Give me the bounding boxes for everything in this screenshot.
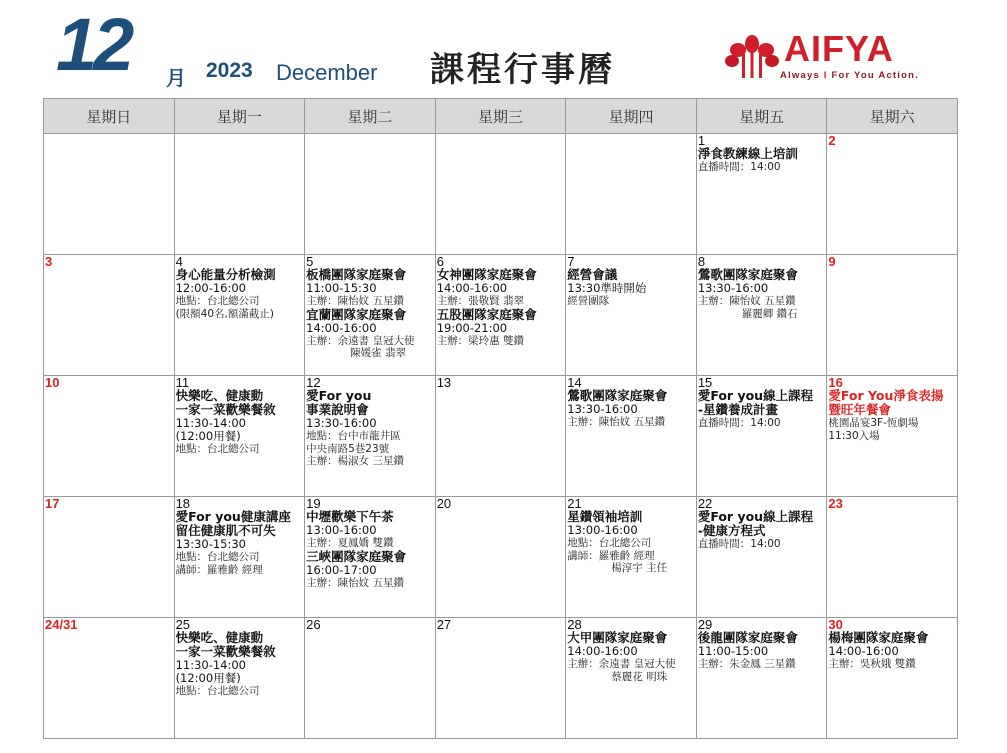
event-detail: 講師：羅雅齡 經理 xyxy=(175,563,263,576)
event-detail: 主辦：吳秋娥 雙鑽 xyxy=(828,658,916,670)
weekday-tue: 星期二 xyxy=(305,99,436,134)
day-number: 4 xyxy=(175,254,183,269)
day-cell-9 xyxy=(827,255,958,376)
event-detail: 主辦：梁玲惠 雙鑽 xyxy=(436,334,525,347)
event-detail: 直播時間：14:00 xyxy=(697,538,781,550)
event-time: 13:30-16:00 xyxy=(306,416,377,430)
day-cell-21 xyxy=(566,497,697,618)
event-time: 13:30-16:00 xyxy=(567,402,638,416)
day-cell-18 xyxy=(174,497,305,618)
event-title: 板橋團隊家庭聚會 xyxy=(306,267,407,282)
event-time: 14:00-16:00 xyxy=(436,281,508,295)
day-cell-17 xyxy=(44,497,175,618)
event-detail: 桃園晶宴3F-恆劇場 xyxy=(828,417,919,429)
day-number: 6 xyxy=(436,254,444,269)
day-number: 23 xyxy=(828,496,843,511)
day-cell-22 xyxy=(696,497,827,618)
day-cell-15 xyxy=(696,376,827,497)
day-cell-16 xyxy=(827,376,958,497)
weekday-wed: 星期三 xyxy=(435,99,566,134)
day-number: 21 xyxy=(567,496,582,511)
day-number: 10 xyxy=(45,375,60,390)
weekday-fri: 星期五 xyxy=(696,99,827,134)
week-row xyxy=(44,497,958,618)
event-detail: 地點：台北總公司 xyxy=(175,685,260,697)
event-title: -健康方程式 xyxy=(697,523,766,538)
weekday-sat: 星期六 xyxy=(827,99,958,134)
day-cell-25 xyxy=(174,618,305,739)
week-row xyxy=(44,134,958,255)
calendar-grid xyxy=(43,98,958,739)
event-title: 女神團隊家庭聚會 xyxy=(436,267,537,282)
event-detail: 講師：羅雅齡 經理 xyxy=(567,549,655,562)
event-title: 愛For You淨食表揚 xyxy=(828,388,944,403)
day-cell-23 xyxy=(827,497,958,618)
day-number: 29 xyxy=(697,617,713,632)
event-title: 淨食教練線上培訓 xyxy=(697,146,798,161)
day-number: 20 xyxy=(436,496,452,511)
event-title: 中壢歡樂下午茶 xyxy=(306,509,394,524)
day-cell-19 xyxy=(305,497,436,618)
event-time: 16:00-17:00 xyxy=(306,562,377,577)
day-number: 12 xyxy=(306,375,321,390)
aifya-logo xyxy=(722,30,962,84)
day-number: 17 xyxy=(45,496,60,511)
day-cell-7 xyxy=(566,255,697,376)
event-detail: 經營團隊 xyxy=(567,295,610,307)
day-cell-6 xyxy=(435,255,566,376)
event-title: 鶯歌團隊家庭聚會 xyxy=(697,267,798,282)
event-detail: 陳媛雀 翡翠 xyxy=(350,347,406,359)
event-title: 愛For you線上課程 xyxy=(697,509,814,524)
day-cell-2 xyxy=(827,134,958,255)
day-cell-29 xyxy=(696,618,827,739)
day-cell-empty xyxy=(174,134,305,255)
day-number: 2 xyxy=(828,133,836,148)
event-title: 經營會議 xyxy=(567,267,618,282)
week-row xyxy=(44,618,958,739)
day-number: 27 xyxy=(436,617,452,632)
event-time: 14:00-16:00 xyxy=(828,644,899,658)
event-title: 楊梅團隊家庭聚會 xyxy=(828,630,929,645)
weekday-sun: 星期日 xyxy=(44,99,175,134)
event-detail: 主辦：朱金鳳 三星鑽 xyxy=(697,658,796,670)
day-cell-20 xyxy=(435,497,566,618)
event-title: 快樂吃、健康動 xyxy=(175,630,264,645)
event-time: 19:00-21:00 xyxy=(436,320,508,335)
event-detail: 主辦：陳怡妏 五星鑽 xyxy=(306,576,404,589)
day-number: 11 xyxy=(175,375,190,390)
day-cell-3 xyxy=(44,255,175,376)
event-time: 13:00-16:00 xyxy=(306,523,377,537)
day-cell-28 xyxy=(566,618,697,739)
day-number: 14 xyxy=(567,375,582,390)
event-title: 快樂吃、健康動 xyxy=(175,388,264,403)
day-cell-12 xyxy=(305,376,436,497)
event-title: 大甲團隊家庭聚會 xyxy=(567,630,668,645)
day-number: 28 xyxy=(567,617,582,632)
weekday-header-row xyxy=(44,99,958,134)
day-cell-empty xyxy=(305,134,436,255)
event-detail: (限額40名,額滿截止) xyxy=(175,307,274,320)
event-detail: 主辦：張敬賢 翡翠 xyxy=(436,295,525,307)
event-title: 事業說明會 xyxy=(306,402,369,417)
day-cell-24-31 xyxy=(44,618,175,739)
event-detail: 主辦：陳怡妏 五星鑽 xyxy=(567,416,666,428)
day-number: 1 xyxy=(697,133,706,148)
day-cell-1 xyxy=(696,134,827,255)
day-number: 30 xyxy=(828,617,843,632)
event-title: 後龍團隊家庭聚會 xyxy=(697,630,798,645)
event-detail: 中央南路5巷23號 xyxy=(306,442,390,455)
day-number: 19 xyxy=(306,496,321,511)
day-number: 18 xyxy=(175,496,191,511)
event-title: 鶯歌團隊家庭聚會 xyxy=(567,388,668,403)
event-detail: 蔡麗花 明珠 xyxy=(611,670,668,683)
day-cell-empty xyxy=(435,134,566,255)
calendar-title: 課程行事曆 xyxy=(430,50,615,90)
day-cell-27 xyxy=(435,618,566,739)
day-number: 13 xyxy=(436,375,452,390)
event-detail: 地點：台北總公司 xyxy=(175,295,260,307)
year-label: 2023 xyxy=(206,59,253,82)
day-number: 24/31 xyxy=(45,617,78,632)
event-detail: 地點：台北總公司 xyxy=(175,443,260,455)
day-number: 9 xyxy=(828,254,836,269)
event-detail: 羅麗卿 鑽石 xyxy=(741,307,798,320)
day-cell-11 xyxy=(174,376,305,497)
event-detail: 11:30入場 xyxy=(828,429,880,442)
event-time: 13:30-16:00 xyxy=(697,281,769,295)
day-cell-26 xyxy=(305,618,436,739)
event-title: 身心能量分析檢測 xyxy=(175,267,276,282)
event-time: 13:00-16:00 xyxy=(567,523,638,537)
day-cell-14 xyxy=(566,376,697,497)
day-cell-empty xyxy=(566,134,697,255)
event-title: 宜蘭團隊家庭聚會 xyxy=(306,306,407,322)
event-title: 一家一菜歡樂餐敘 xyxy=(175,402,276,417)
event-time: 14:00-16:00 xyxy=(306,320,377,335)
event-time: 13:30準時開始 xyxy=(567,281,647,295)
day-number: 8 xyxy=(697,254,706,269)
event-detail: 主辦：陳怡妏 五星鑽 xyxy=(306,295,404,307)
flower-logo-icon xyxy=(722,34,782,80)
day-number: 5 xyxy=(306,254,314,269)
day-number: 22 xyxy=(697,496,713,511)
event-detail: 主辦：陳怡妏 五星鑽 xyxy=(697,295,796,307)
event-detail: 直播時間：14:00 xyxy=(697,417,781,429)
weekday-mon: 星期一 xyxy=(174,99,305,134)
logo-slogan: Always I For You Action. xyxy=(780,70,919,81)
event-title: 星鑽領袖培訓 xyxy=(567,509,643,524)
day-number: 26 xyxy=(306,617,321,632)
event-title: 一家一菜歡樂餐敘 xyxy=(175,644,276,659)
day-cell-empty xyxy=(44,134,175,255)
event-title: 愛For you線上課程 xyxy=(697,388,814,403)
event-detail: 主辦：余遠書 皇冠大使 xyxy=(567,658,676,670)
event-time: 13:30-15:30 xyxy=(175,537,246,551)
event-title: 暨旺年餐會 xyxy=(828,402,891,417)
event-detail: 地點：台中市龍井區 xyxy=(306,430,401,442)
event-detail: 主辦：夏鳳嬌 雙鑽 xyxy=(306,537,394,549)
event-time: 11:00-15:00 xyxy=(697,644,769,658)
event-detail: 主辦：余遠書 皇冠大使 xyxy=(306,334,415,347)
event-title: 三峽團隊家庭聚會 xyxy=(306,548,407,564)
day-cell-10 xyxy=(44,376,175,497)
day-cell-4 xyxy=(174,255,305,376)
day-cell-5 xyxy=(305,255,436,376)
day-number: 15 xyxy=(697,375,713,390)
event-detail: 直播時間：14:00 xyxy=(697,161,781,173)
event-time: 11:00-15:30 xyxy=(306,281,377,295)
event-time: 11:30-14:00 xyxy=(175,416,246,430)
event-time: 11:30-14:00 xyxy=(175,658,246,672)
event-title: 留住健康肌不可失 xyxy=(175,523,276,538)
day-number: 16 xyxy=(828,375,843,390)
event-note: (12:00用餐) xyxy=(175,671,241,685)
event-detail: 地點：台北總公司 xyxy=(567,537,652,549)
event-title: -星鑽養成計畫 xyxy=(697,402,779,417)
event-detail: 楊淳宇 主任 xyxy=(611,562,668,574)
event-title: 五股團隊家庭聚會 xyxy=(436,306,537,322)
event-detail: 地點：台北總公司 xyxy=(175,551,260,563)
month-english: December xyxy=(276,60,378,85)
week-row xyxy=(44,255,958,376)
event-title: 愛For you xyxy=(306,388,372,403)
day-number: 7 xyxy=(567,254,575,269)
month-char: 月 xyxy=(166,66,186,90)
event-detail: 主辦：楊淑女 三星鑽 xyxy=(306,455,404,467)
day-number: 25 xyxy=(175,617,191,632)
event-time: 14:00-16:00 xyxy=(567,644,638,658)
weekday-thu: 星期四 xyxy=(566,99,697,134)
month-number: 12 xyxy=(56,3,131,86)
day-cell-13 xyxy=(435,376,566,497)
week-row xyxy=(44,376,958,497)
day-cell-30 xyxy=(827,618,958,739)
day-number: 3 xyxy=(45,254,53,269)
event-time: 12:00-16:00 xyxy=(175,281,246,295)
event-note: (12:00用餐) xyxy=(175,429,241,443)
day-cell-8 xyxy=(696,255,827,376)
page-header xyxy=(0,0,1007,98)
event-title: 愛For you健康講座 xyxy=(175,509,291,524)
logo-text: AIFYA xyxy=(784,28,894,69)
